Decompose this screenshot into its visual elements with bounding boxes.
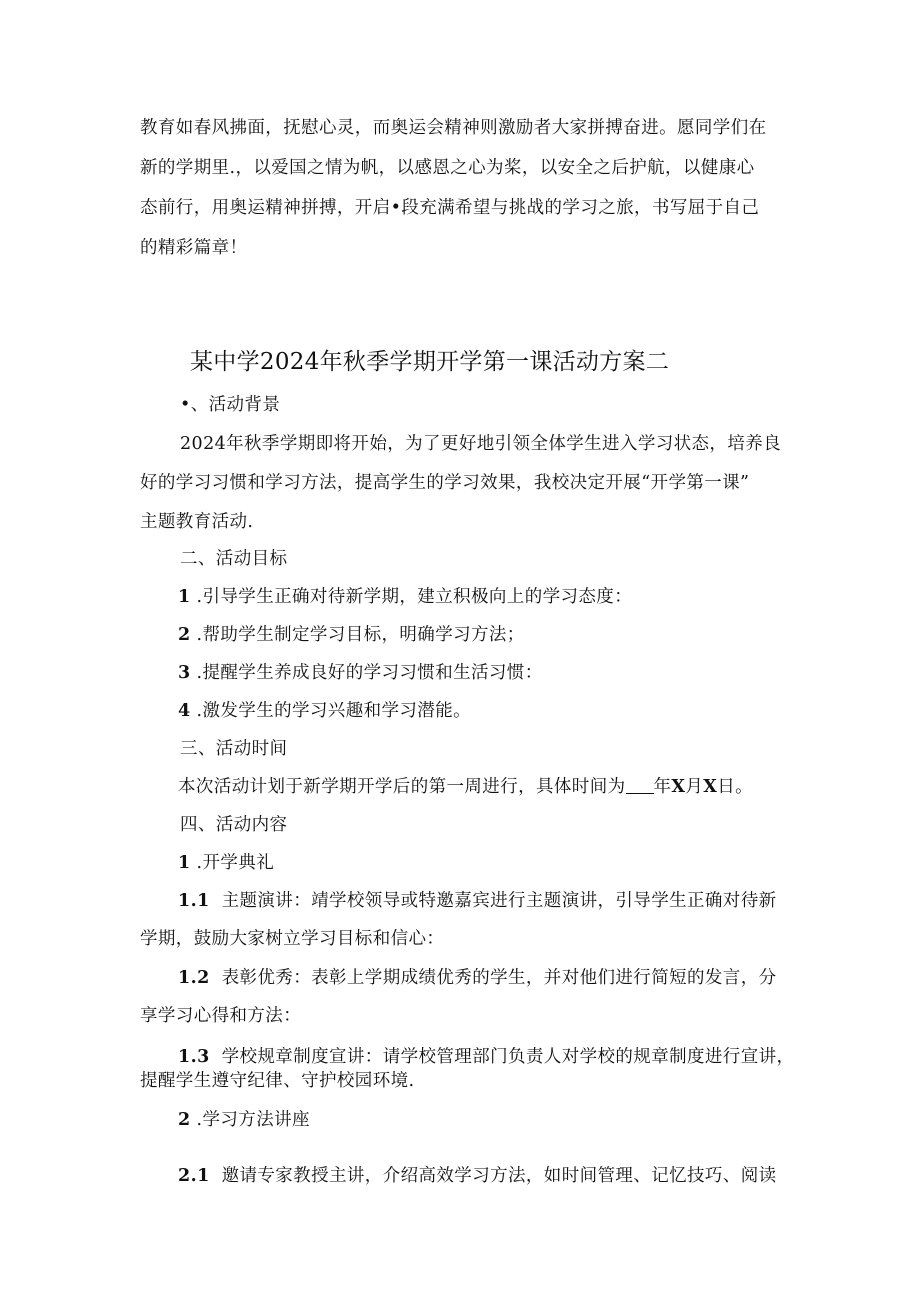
intro-line-1: 教育如春风拂面，抚慰心灵，而奥运会精神则激励者大家拼搏奋进。愿同学们在 <box>140 118 767 138</box>
intro-line-3: 态前行，用奥运精神拼搏，开启•段充满希望与挑战的学习之旅，书写屈于自己 <box>140 198 760 218</box>
section3-x1: X <box>671 777 686 797</box>
section3-day: 日。 <box>717 777 754 797</box>
goal-item-2 <box>178 623 525 647</box>
goal-item-3 <box>178 661 543 685</box>
goal-item-4-text: .激发学生的学习兴趣和学习潜能。 <box>196 701 472 721</box>
goal-item-3-text: .提醒学生养成良好的学习习惯和生活习惯： <box>196 663 543 683</box>
section1-line-3: 主题教育活动. <box>140 512 254 532</box>
section3-month: 月 <box>685 777 704 797</box>
intro-line-4: 的精彩篇章！ <box>140 238 248 258</box>
section1-line-2: 好的学习习惯和学习方法，提高学生的学习效果，我校决定开展“开学第一课” <box>140 473 750 493</box>
sub-item-1-3-line-1 <box>178 1045 794 1069</box>
section1-heading: •、活动背景 <box>180 395 281 415</box>
content-item-1 <box>178 851 274 875</box>
sub-item-2-1-number: 2.1 <box>178 1166 210 1186</box>
goal-item-1-text: .引导学生正确对待新学期，建立积极向上的学习态度： <box>196 587 633 607</box>
sub-item-1-2-number: 1.2 <box>178 968 210 988</box>
section3-year: 年 <box>653 777 672 797</box>
content-item-1-text: .开学典礼 <box>196 853 275 873</box>
sub-item-2-1-line-1 <box>178 1164 777 1188</box>
section4-heading: 四、活动内容 <box>180 815 288 835</box>
date-blank <box>626 775 654 794</box>
sub-item-1-1-text: 主题演讲：靖学校领导或特邀嘉宾进行主题演讲，引导学生正确对待新 <box>221 891 777 911</box>
sub-item-1-2-line-1 <box>178 966 777 990</box>
goal-item-4-number: 4 <box>178 701 191 721</box>
sub-item-1-3-line-2: 提醒学生遵守纪律、守护校园环境. <box>140 1071 415 1091</box>
sub-item-1-2-text: 表彰优秀：表彰上学期成绩优秀的学生，并对他们进行简短的发言，分 <box>221 968 777 988</box>
intro-line-2: 新的学期里.，以爱国之情为帆，以感恩之心为桨，以安全之后护航，以健康心 <box>140 158 755 178</box>
document-title: 某中学2024年秋季学期开学第一课活动方案二 <box>190 349 670 375</box>
goal-item-2-number: 2 <box>178 625 191 645</box>
section3-x2: X <box>703 777 718 797</box>
goal-item-4 <box>178 699 471 723</box>
sub-item-1-1-number: 1.1 <box>178 891 210 911</box>
content-item-1-number: 1 <box>178 853 191 873</box>
sub-item-1-1-line-2: 学期，鼓励大家树立学习目标和信心： <box>140 929 445 949</box>
content-item-2-text: .学习方法讲座 <box>196 1110 310 1130</box>
goal-item-1-number: 1 <box>178 587 191 607</box>
content-item-2-number: 2 <box>178 1110 191 1130</box>
goal-item-1 <box>178 585 632 609</box>
sub-item-2-1-text: 邀请专家教授主讲，介绍高效学习方法，如时间管理、记忆技巧、阅读 <box>221 1166 777 1186</box>
section3-heading: 三、活动时间 <box>180 739 288 759</box>
goal-item-3-number: 3 <box>178 663 191 683</box>
goal-item-2-text: .帮助学生制定学习目标，明确学习方法； <box>196 625 525 645</box>
section3-text <box>178 775 753 799</box>
content-item-2 <box>178 1108 310 1132</box>
sub-item-1-2-line-2: 享学习心得和方法： <box>140 1006 302 1026</box>
sub-item-1-1-line-1 <box>178 889 777 913</box>
section2-heading: 二、活动目标 <box>180 549 288 569</box>
section1-line-1: 2024年秋季学期即将开始，为了更好地引领全体学生进入学习状态，培养良 <box>180 434 782 454</box>
sub-item-1-3-number: 1.3 <box>178 1047 210 1067</box>
sub-item-1-3-text: 学校规章制度宣讲：请学校管理部门负责人对学校的规章制度进行宣讲， <box>221 1047 795 1067</box>
section3-text-main: 本次活动计划于新学期开学后的第一周进行，具体时间为 <box>178 777 626 797</box>
